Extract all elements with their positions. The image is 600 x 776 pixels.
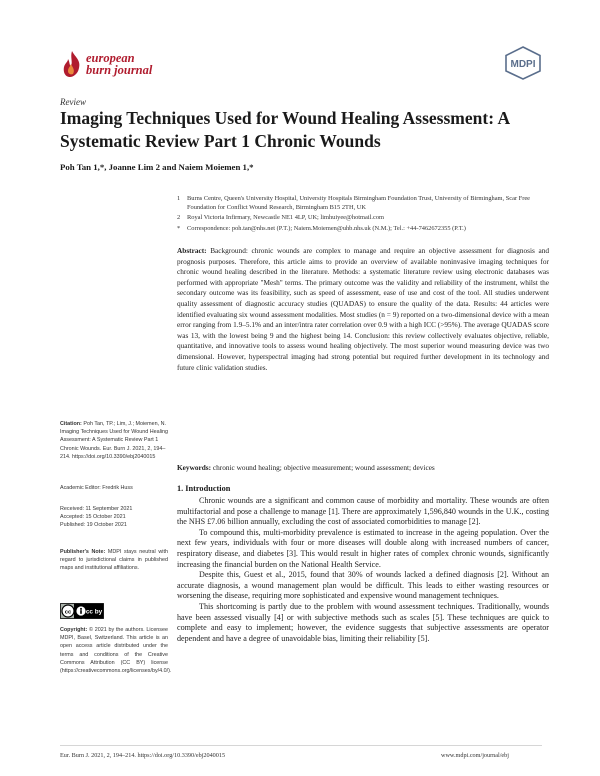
- affiliations: [177, 195, 549, 236]
- publisher-note-label: Publisher's Note:: [60, 549, 106, 555]
- footer-citation: Eur. Burn J. 2021, 2, 194–214. https://doi.org/10.3390/ebj2040015: [60, 752, 226, 759]
- journal-flame-logo-icon: [61, 50, 83, 78]
- body-paragraph: Chronic wounds are a significant and common cause of morbidity and mortality. These wounds are often multifactorial and pose a challenge to manage [1]. There are approximately 1,596,840 wounds in the U.K., costing the NHS £7.06 billion annually, excluding the cost of associated comorbidities to manage [2].: [177, 496, 549, 527]
- keywords-text: chronic wound healing; objective measurement; wound assessment; devices: [212, 463, 435, 472]
- received-date: Received: 11 September 2021: [60, 506, 133, 512]
- copyright-label: Copyright:: [60, 627, 88, 633]
- article-dates: [60, 505, 168, 530]
- accepted-date: Accepted: 15 October 2021: [60, 514, 126, 521]
- affiliation-marker: 2: [177, 214, 181, 222]
- article-title: Imaging Techniques Used for Wound Healing Assessment: A Systematic Review Part 1 Chronic Wounds: [60, 108, 510, 151]
- abstract-label: Abstract:: [177, 246, 207, 255]
- footer-journal-url[interactable]: www.mdpi.com/journal/ebj: [441, 752, 509, 759]
- affiliation-marker: 1: [177, 195, 181, 202]
- affiliation-item: [177, 214, 549, 223]
- citation-label: Citation:: [60, 421, 82, 427]
- body-paragraph: Despite this, Guest et al., 2015, found that 30% of wounds lacked a defined diagnosis [2]. Without an accurate diagnosis, a wound management plan would be difficult. This leads to either wasting resources or worsening the disease, requiring more sophisticated and expensive wound management techniques.: [177, 570, 549, 601]
- abstract: [177, 246, 549, 373]
- published-date: Published: 19 October 2021: [60, 522, 127, 529]
- citation-text: Poh Tan, TP.; Lim, J.; Moiemen, N. Imaging Techniques Used for Wound Healing Assessment: A Systematic Review Part 1 Chronic Wounds. Eur. Burn J. 2021, 2, 194–214. https://doi.org/10.3390/ebj2040015: [60, 421, 168, 460]
- publisher-note-text: MDPI stays neutral with regard to jurisdictional claims in published maps and institutional affiliations.: [60, 549, 168, 572]
- svg-text:cc by: cc by: [85, 608, 103, 616]
- svg-text:MDPI: MDPI: [510, 59, 536, 70]
- footer-divider: [60, 745, 542, 746]
- affiliation-item: [177, 195, 549, 212]
- academic-editor: Academic Editor: Fredrik Huss: [60, 485, 133, 491]
- affiliation-item: [177, 225, 549, 234]
- article-type: Review: [60, 97, 86, 107]
- author-list: Poh Tan 1,*, Joanne Lim 2 and Naiem Moiemen 1,*: [60, 162, 254, 172]
- journal-name-line1: european: [86, 51, 135, 65]
- body-paragraph: This shortcoming is partly due to the problem with wound assessment techniques. Traditionally, wounds have been assessed visually [4] or with subjective methods such as scales [5]. These techniques are quick to complete and easy to implement; however, the evidence suggests that subjective assessments are operator dependent and have a degree of unavoidable bias, limiting their reliability [5].: [177, 601, 549, 643]
- affiliation-text: Burns Centre, Queen's University Hospital, University Hospitals Birmingham Foundation Trust, University of Birmingham, Scar Free Foundation for Conflict Wound Research, Birmingham B15 2TH, UK: [187, 195, 531, 211]
- keywords: [177, 463, 549, 473]
- affiliation-marker: *: [177, 225, 181, 233]
- abstract-text: Background: chronic wounds are complex to manage and require an objective assessment for diagnosis and prognosis purposes. Therefore, this article aims to provide an overview of available noninvasive imaging techniques for chronic wound healing described in the literature. Methods: a systematic literature review using electronic databases was performed with appropriate "Mesh" terms. The primary outcome was the validity and reliability of the instrument, whilst the secondary outcome was its feasibility, such as speed of assessment, ease of use and cost of the tool. All studies underwent quality assessment of diagnostic accuracy studies (QUADAS) to ensure the quality of the data. Results: 44 articles were identified evaluating six wound assessment modalities. Most studies (n = 9) reported on a two-dimensional device with a mean error ranging from 1.9–5.1% and an inter/intra rater correlation over 0.9 with a high ICC (>95%). The average QUADAS score was 13, with the lowest being 9 and the highest being 14. Conclusion: this review collectively evaluates objective, reliable, quantitative, and innovative tools to assess wound healing objectively. The most superior wound measuring device was two dimensional. However, hyperspectral imaging had strong potential but required further development in its technology and future clinic validation studies.: [177, 246, 549, 372]
- mdpi-publisher-logo: [503, 46, 543, 80]
- citation-block: [60, 420, 168, 461]
- body-paragraph: To compound this, multi-morbidity prevalence is estimated to increase in the ageing population. Over the next few years, individuals with four or more diseases will double along with increased numbers of cancer, respiratory disease, and diabetes [3]. This would result in higher rates of complex chronic wounds, significantly increasing the financial burden on the National Health Service.: [177, 527, 549, 569]
- affiliation-text: Correspondence: poh.tan@nhs.net (P.T.); Naiem.Moiemen@uhb.nhs.uk (N.M.); Tel.: +44-7462672355 (P.T.): [187, 225, 466, 233]
- section-heading-introduction: 1. Introduction: [177, 484, 231, 493]
- cc-by-license-icon[interactable]: [60, 603, 104, 619]
- introduction-body: [177, 496, 549, 644]
- affiliation-text: Royal Victoria Infirmary, Newcastle NE1 4LP, UK; limhuiyee@hotmail.com: [187, 214, 384, 222]
- journal-name-line2: burn journal: [86, 63, 153, 77]
- svg-text:cc: cc: [64, 609, 72, 616]
- journal-name: [86, 52, 206, 76]
- keywords-label: Keywords:: [177, 463, 212, 472]
- copyright-text: © 2021 by the authors. Licensee MDPI, Basel, Switzerland. This article is an open access article distributed under the terms and conditions of the Creative Commons Attribution (CC BY) license (https://creativecommons.org/licenses/by/4.0/).: [60, 627, 172, 675]
- publisher-note: [60, 548, 168, 573]
- copyright-notice: [60, 626, 172, 675]
